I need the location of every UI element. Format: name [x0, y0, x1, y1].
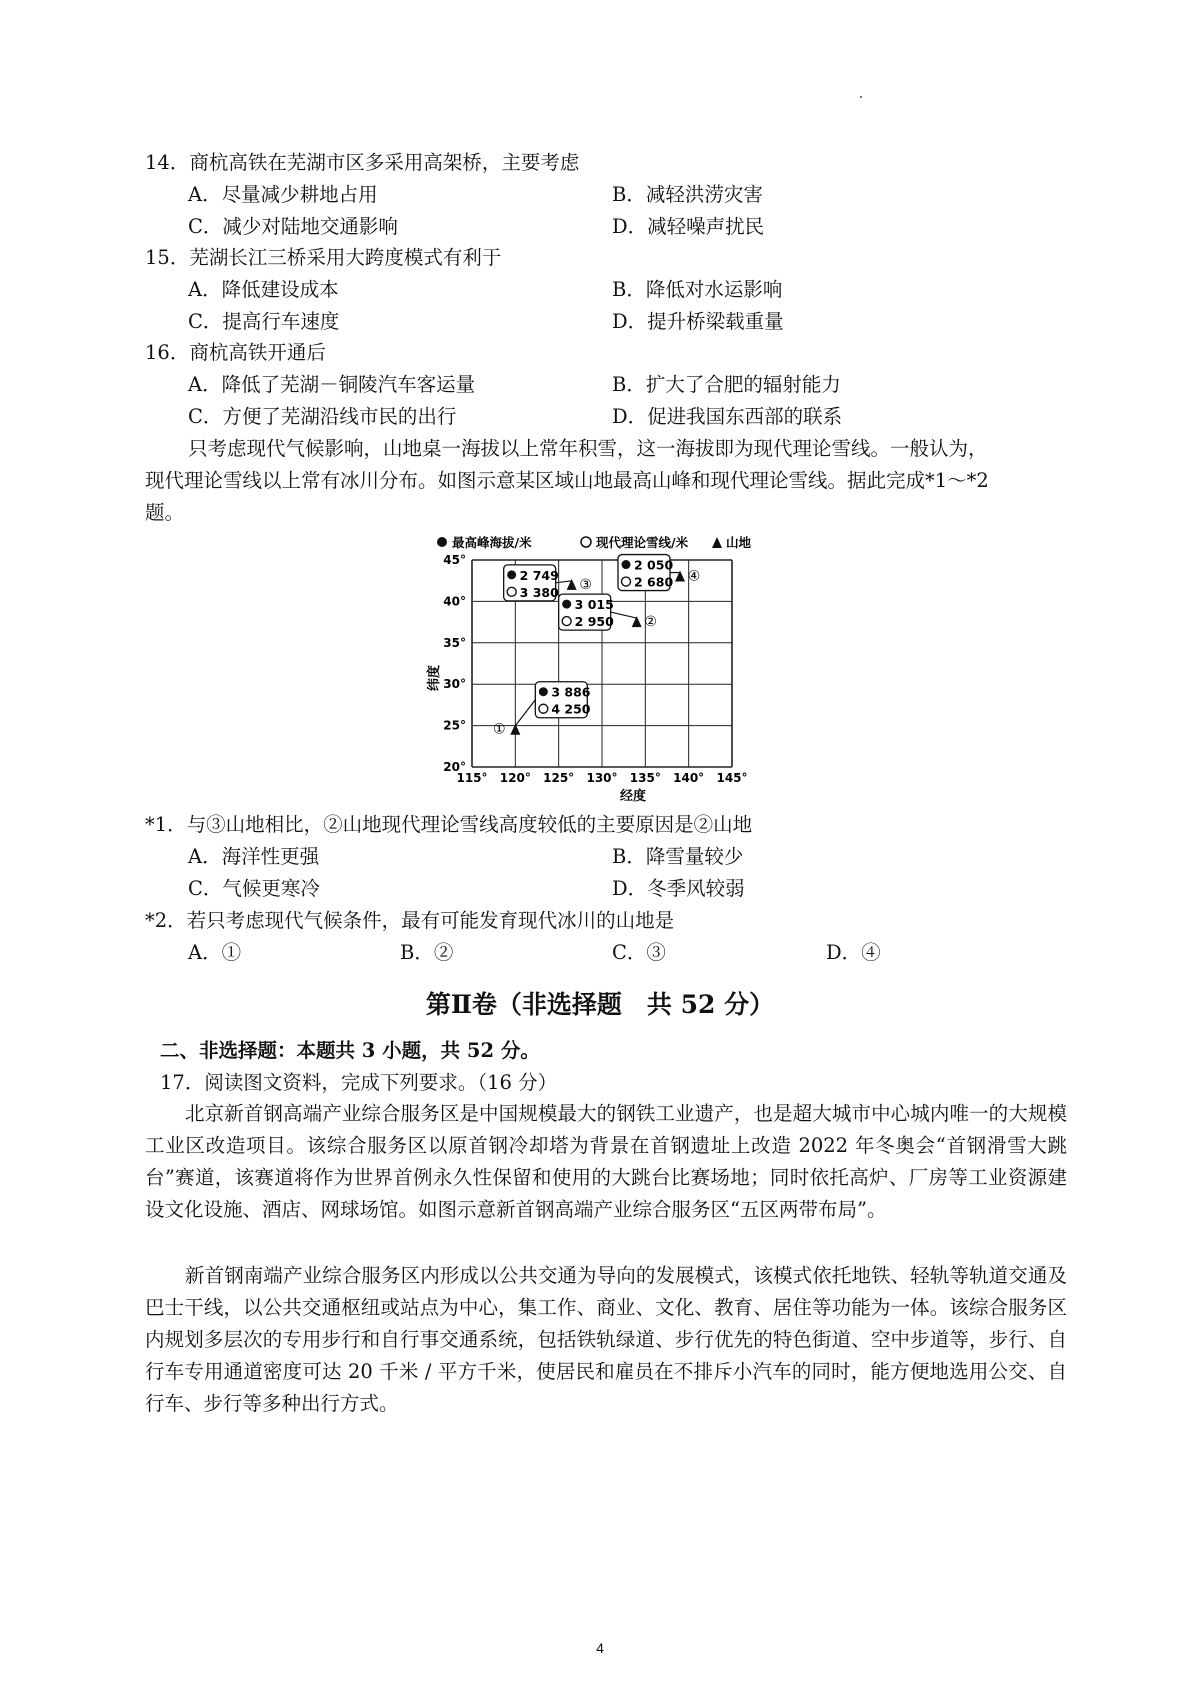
- q15-stem: 15．芜湖长江三桥采用大跨度模式有利于: [145, 246, 502, 269]
- y-tick-label: 45°: [443, 553, 466, 567]
- q15-option-d: D．提升桥梁载重量: [612, 310, 784, 333]
- qs2-option-c: C．③: [612, 941, 666, 964]
- legend-snowline-label: 现代理论雪线/米: [596, 535, 689, 550]
- qs1-option-a: A．海洋性更强: [188, 845, 320, 868]
- snowline-value: 4 250: [551, 701, 591, 717]
- qs1-option-d: D．冬季风较弱: [612, 877, 745, 900]
- chart-legend: [437, 535, 752, 550]
- qs2-stem: *2．若只考虑现代气候条件，最有可能发育现代冰川的山地是: [145, 909, 675, 932]
- mountain-callout-line: [611, 612, 637, 618]
- x-tick-label: 130°: [586, 771, 618, 785]
- q16-option-b: B．扩大了合肥的辐射能力: [612, 373, 841, 396]
- x-tick-label: 115°: [456, 771, 488, 785]
- qs2-option-d: D．④: [826, 941, 881, 964]
- chart-plot-area: [443, 553, 747, 785]
- mountain-id-label: ③: [579, 576, 592, 593]
- mountain-marker: [567, 579, 577, 590]
- page-number: 4: [596, 1640, 604, 1656]
- peak-value: 3 886: [551, 684, 591, 700]
- peak-marker: [562, 600, 571, 609]
- x-tick-label: 140°: [673, 771, 705, 785]
- qs2-option-a: A．①: [188, 941, 242, 964]
- q14-stem: 14．商杭高铁在芜湖市区多采用高架桥，主要考虑: [145, 151, 580, 174]
- peak-value: 2 050: [634, 557, 674, 573]
- snowline-marker: [507, 587, 516, 596]
- q14-option-a: A．尽量减少耕地占用: [188, 183, 378, 206]
- snowline-chart: [420, 530, 800, 805]
- intro-line-2: 现代理论雪线以上常有冰川分布。如图示意某区域山地最高山峰和现代理论雪线。据此完成*1～*2: [145, 469, 989, 492]
- qs2-option-b: B．②: [400, 941, 454, 964]
- x-tick-label: 145°: [716, 771, 748, 785]
- qs1-option-b: B．降雪量较少: [612, 845, 744, 868]
- y-axis-label: 纬度: [427, 664, 442, 692]
- x-tick-label: 125°: [543, 771, 575, 785]
- q16-option-d: D．促进我国东西部的联系: [612, 405, 843, 428]
- peak-marker: [622, 560, 631, 569]
- mountain-id-label: ①: [493, 721, 506, 738]
- snowline-value: 3 380: [519, 584, 559, 600]
- q15-option-c: C．提高行车速度: [188, 310, 340, 333]
- q17-paragraph-1: 北京新首钢高端产业综合服务区是中国规模最大的钢铁工业遗产，也是超大城市中心城内唯一的大规模工业区改造项目。该综合服务区以原首钢冷却塔为背景在首钢遗址上改造 2022 年冬奥会“首钢滑雪大跳台”赛道，该赛道将作为世界首例永久性保留和使用的大跳台比赛场地；同时依托高炉、厂房等工业资源建设文化设施、酒店、网球场馆。如图示意新首钢高端产业综合服务区“五区两带布局”。: [145, 1102, 1067, 1221]
- q16-option-a: A．降低了芜湖－铜陵汽车客运量: [188, 373, 476, 396]
- x-tick-label: 120°: [499, 771, 531, 785]
- y-tick-label: 35°: [443, 635, 466, 650]
- q14-option-d: D．减轻噪声扰民: [612, 215, 765, 238]
- y-tick-label: 20°: [443, 760, 466, 774]
- qs1-stem: *1．与③山地相比，②山地现代理论雪线高度较低的主要原因是②山地: [145, 813, 753, 836]
- mountain-id-label: ④: [687, 568, 701, 585]
- q17-stem: 17．阅读图文资料，完成下列要求。（16 分）: [160, 1071, 558, 1094]
- y-tick-label: 25°: [443, 718, 466, 733]
- scan-speck: [860, 96, 862, 98]
- snowline-marker: [562, 617, 571, 626]
- q16-stem: 16．商杭高铁开通后: [145, 341, 326, 364]
- q15-option-b: B．降低对水运影响: [612, 278, 783, 301]
- snowline-value: 2 680: [634, 574, 674, 590]
- x-axis-label: 经度: [619, 789, 647, 804]
- q17-paragraph-2: 新首钢南端产业综合服务区内形成以公共交通为导向的发展模式，该模式依托地铁、轻轨等轨道交通及巴士干线，以公共交通枢纽或站点为中心，集工作、商业、文化、教育、居住等功能为一体。该综合服务区内规划多层次的专用步行和自行事交通系统，包括铁轨绿道、步行优先的特色街道、空中步道等，步行、自行车专用通道密度可达 20 千米 / 平方千米，使居民和雇员在不排斥小汽车的同时，能方便地选用公交、自行车、步行等多种出行方式。: [145, 1264, 1067, 1415]
- q15-option-a: A．降低建设成本: [188, 278, 339, 301]
- q14-option-b: B．减轻洪涝灾害: [612, 183, 763, 206]
- snowline-marker: [539, 704, 548, 713]
- y-tick-label: 40°: [443, 594, 466, 609]
- intro-line-3: 题。: [145, 501, 185, 524]
- peak-marker: [539, 687, 548, 696]
- y-tick-label: 30°: [443, 677, 466, 692]
- peak-value: 3 015: [574, 597, 614, 613]
- peak-value: 2 749: [519, 567, 559, 583]
- legend-mountain-label: 山地: [726, 535, 752, 550]
- snowline-marker: [622, 577, 631, 586]
- legend-peak-label: 最高峰海拔/米: [452, 535, 532, 550]
- mountain-id-label: ②: [644, 614, 657, 631]
- x-tick-label: 135°: [629, 771, 661, 785]
- mountain-callout-line: [515, 700, 535, 726]
- q16-option-c: C．方便了芜湖沿线市民的出行: [188, 405, 457, 428]
- qs1-option-c: C．气候更寒冷: [188, 877, 320, 900]
- legend-snowline-marker: [581, 537, 591, 547]
- part2-title: 第Ⅱ卷（非选择题 共 52 分）: [425, 990, 775, 1019]
- legend-mountain-marker: [712, 537, 722, 548]
- part2-heading: 二、非选择题：本题共 3 小题，共 52 分。: [160, 1039, 540, 1062]
- peak-marker: [507, 570, 516, 579]
- q14-option-c: C．减少对陆地交通影响: [188, 215, 398, 238]
- snowline-value: 2 950: [574, 614, 614, 630]
- intro-line-1: 只考虑现代气候影响，山地桌一海拔以上常年积雪，这一海拔即为现代理论雪线。一般认为，: [188, 437, 988, 460]
- legend-peak-marker: [437, 537, 447, 547]
